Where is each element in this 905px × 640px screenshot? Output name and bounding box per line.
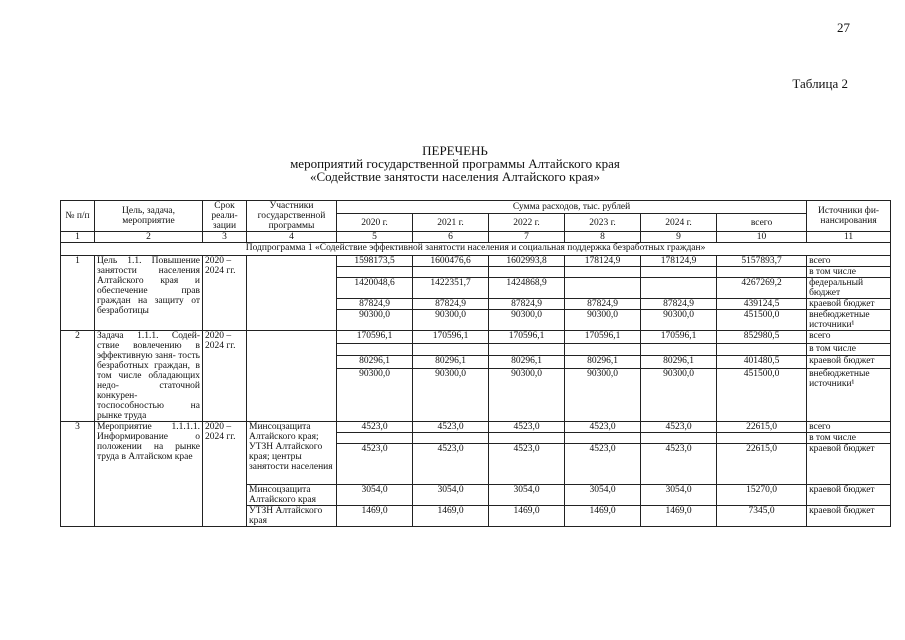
cell-source: краевой бюджет [807, 485, 891, 506]
cell-value [717, 433, 807, 444]
table-row [61, 422, 891, 433]
cell-value: 90300,0 [641, 369, 717, 422]
column-number: 11 [807, 232, 891, 243]
cell-value: 1424868,9 [489, 278, 565, 299]
cell-value: 451500,0 [717, 369, 807, 422]
cell-value: 90300,0 [565, 310, 641, 331]
cell-value [413, 343, 489, 356]
column-number: 7 [489, 232, 565, 243]
cell-value: 90300,0 [413, 369, 489, 422]
table-label: Таблица 2 [792, 76, 848, 91]
cell-value [565, 343, 641, 356]
column-number: 3 [203, 232, 247, 243]
cell-value: 1469,0 [641, 506, 717, 527]
row-number: 1 [61, 256, 95, 331]
cell-value: 5157893,7 [717, 256, 807, 267]
cell-value: 1422351,7 [413, 278, 489, 299]
cell-value [413, 433, 489, 444]
row-participants: Минсоцзащита Алтайского края; УТЗН Алтайского края; центры занятости населения [247, 422, 337, 485]
cell-value: 439124,5 [717, 299, 807, 310]
header-year: 2024 г. [641, 214, 717, 232]
column-number: 4 [247, 232, 337, 243]
cell-value: 90300,0 [565, 369, 641, 422]
cell-value: 401480,5 [717, 356, 807, 369]
subprogram-title: Подпрограмма 1 «Содействие эффективной занятости населения и социальная поддержка безработных граждан» [61, 243, 891, 256]
row-goal: Цель 1.1. Повышение занятости населения Алтайского края и обеспечение прав граждан на защиту от безработицы [95, 256, 203, 331]
cell-value [489, 267, 565, 278]
cell-value: 4523,0 [489, 422, 565, 433]
cell-value: 178124,9 [565, 256, 641, 267]
cell-source: краевой бюджет [807, 356, 891, 369]
header-sum: Сумма расходов, тыс. рублей [337, 201, 807, 214]
cell-value [641, 278, 717, 299]
cell-value: 170596,1 [565, 331, 641, 344]
program-measures-table [60, 200, 891, 527]
cell-value [717, 267, 807, 278]
table-row [61, 256, 891, 267]
row-term: 2020 – 2024 гг. [203, 256, 247, 331]
heading-line-2: мероприятий государственной программы Алтайского края [290, 156, 620, 171]
table-row [61, 331, 891, 344]
header-year: 2021 г. [413, 214, 489, 232]
cell-source: в том числе [807, 343, 891, 356]
cell-value: 1469,0 [489, 506, 565, 527]
row-term: 2020 – 2024 гг. [203, 331, 247, 422]
cell-value: 80296,1 [337, 356, 413, 369]
cell-value [337, 433, 413, 444]
cell-value: 4523,0 [641, 444, 717, 485]
cell-value: 178124,9 [641, 256, 717, 267]
column-number: 2 [95, 232, 203, 243]
row-goal: Мероприятие 1.1.1.1. Информирование о положении на рынке труда в Алтайском крае [95, 422, 203, 527]
column-number: 10 [717, 232, 807, 243]
sub-participant: УТЗН Алтайского края [247, 506, 337, 527]
cell-value: 170596,1 [489, 331, 565, 344]
cell-value: 4267269,2 [717, 278, 807, 299]
header-participants: Участники государственной программы [247, 201, 337, 232]
cell-value: 80296,1 [565, 356, 641, 369]
cell-source: федеральный бюджет [807, 278, 891, 299]
cell-value: 90300,0 [641, 310, 717, 331]
subprogram-row [61, 243, 891, 256]
cell-value: 3054,0 [337, 485, 413, 506]
cell-source: краевой бюджет [807, 506, 891, 527]
column-number: 9 [641, 232, 717, 243]
row-goal: Задача 1.1.1. Содей- ствие вовлечению в эффективную заня- тость безработных граждан, в том числе обладающих недо- статочной конкурен- тоспособностью на рынке труда [95, 331, 203, 422]
sub-participant: Минсоцзащита Алтайского края [247, 485, 337, 506]
cell-source: краевой бюджет [807, 299, 891, 310]
cell-value: 170596,1 [641, 331, 717, 344]
row-participants [247, 331, 337, 422]
cell-source: всего [807, 256, 891, 267]
cell-value: 80296,1 [413, 356, 489, 369]
column-number: 8 [565, 232, 641, 243]
cell-value: 4523,0 [641, 422, 717, 433]
cell-value [565, 433, 641, 444]
cell-source: в том числе [807, 267, 891, 278]
cell-value: 4523,0 [337, 422, 413, 433]
cell-value: 451500,0 [717, 310, 807, 331]
cell-value: 1469,0 [337, 506, 413, 527]
header-year: 2023 г. [565, 214, 641, 232]
cell-value [717, 343, 807, 356]
cell-value: 90300,0 [337, 310, 413, 331]
page-number: 27 [837, 20, 850, 35]
cell-value: 1600476,6 [413, 256, 489, 267]
cell-value: 87824,9 [337, 299, 413, 310]
cell-value: 80296,1 [489, 356, 565, 369]
cell-value: 7345,0 [717, 506, 807, 527]
cell-source: всего [807, 422, 891, 433]
cell-value [413, 267, 489, 278]
cell-value: 22615,0 [717, 444, 807, 485]
row-term: 2020 – 2024 гг. [203, 422, 247, 527]
heading-line-3: «Содействие занятости населения Алтайского края» [309, 169, 601, 184]
cell-value: 1420048,6 [337, 278, 413, 299]
cell-value: 1598173,5 [337, 256, 413, 267]
cell-value: 4523,0 [413, 422, 489, 433]
cell-value [489, 433, 565, 444]
cell-value: 852980,5 [717, 331, 807, 344]
row-number: 2 [61, 331, 95, 422]
header-goal: Цель, задача, мероприятие [95, 201, 203, 232]
cell-value: 4523,0 [565, 422, 641, 433]
cell-source: краевой бюджет [807, 444, 891, 485]
header-year: 2020 г. [337, 214, 413, 232]
cell-source: в том числе [807, 433, 891, 444]
heading-line-1: ПЕРЕЧЕНЬ [422, 143, 488, 158]
cell-source: всего [807, 331, 891, 344]
cell-value [565, 267, 641, 278]
cell-value [337, 267, 413, 278]
cell-value [641, 433, 717, 444]
header-sources: Источники фи- нансирования [807, 201, 891, 232]
cell-value: 87824,9 [489, 299, 565, 310]
cell-value: 1469,0 [565, 506, 641, 527]
cell-value: 3054,0 [489, 485, 565, 506]
cell-value: 3054,0 [413, 485, 489, 506]
header-term: Срок реали- зации [203, 201, 247, 232]
cell-value: 90300,0 [489, 310, 565, 331]
header-year: 2022 г. [489, 214, 565, 232]
cell-value: 90300,0 [337, 369, 413, 422]
cell-value [489, 343, 565, 356]
cell-value: 4523,0 [565, 444, 641, 485]
cell-value: 4523,0 [489, 444, 565, 485]
cell-source: внебюджетные источники¹ [807, 310, 891, 331]
column-number: 6 [413, 232, 489, 243]
cell-source: внебюджетные источники¹ [807, 369, 891, 422]
cell-value: 3054,0 [641, 485, 717, 506]
cell-value: 170596,1 [413, 331, 489, 344]
cell-value [641, 343, 717, 356]
cell-value: 90300,0 [413, 310, 489, 331]
cell-value [337, 343, 413, 356]
cell-value: 90300,0 [489, 369, 565, 422]
cell-value: 87824,9 [641, 299, 717, 310]
row-number: 3 [61, 422, 95, 527]
header-total: всего [717, 214, 807, 232]
row-participants [247, 256, 337, 331]
cell-value: 4523,0 [413, 444, 489, 485]
cell-value: 22615,0 [717, 422, 807, 433]
cell-value: 3054,0 [565, 485, 641, 506]
document-heading [200, 144, 710, 183]
cell-value: 4523,0 [337, 444, 413, 485]
cell-value: 1602993,8 [489, 256, 565, 267]
column-number: 5 [337, 232, 413, 243]
header-no: № п/п [61, 201, 95, 232]
cell-value: 80296,1 [641, 356, 717, 369]
cell-value [565, 278, 641, 299]
column-numbers-row [61, 232, 891, 243]
cell-value: 87824,9 [413, 299, 489, 310]
cell-value: 15270,0 [717, 485, 807, 506]
cell-value: 87824,9 [565, 299, 641, 310]
cell-value: 170596,1 [337, 331, 413, 344]
column-number: 1 [61, 232, 95, 243]
cell-value [641, 267, 717, 278]
cell-value: 1469,0 [413, 506, 489, 527]
